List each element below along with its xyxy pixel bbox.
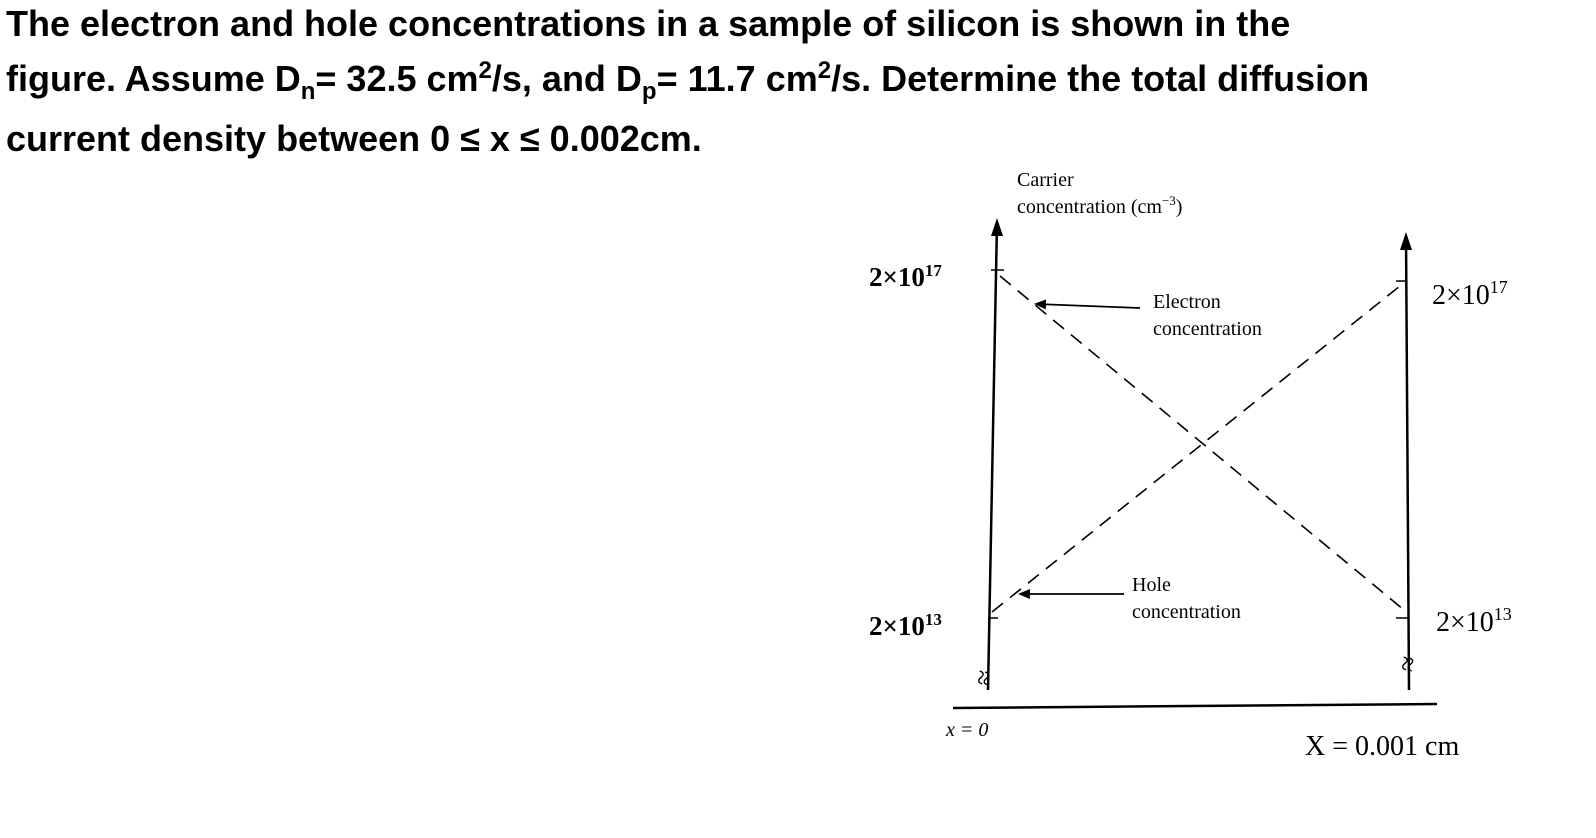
left-top-value: $2\times 10^{17}$ bbox=[869, 261, 942, 292]
subscript-p: p bbox=[641, 78, 657, 106]
electron-label-arrow bbox=[1036, 304, 1140, 308]
right-bottom-value: $2\times 10^{13}$ bbox=[1436, 604, 1512, 638]
hole-label-line2: concentration bbox=[1132, 601, 1241, 623]
axis-title-line1: Carrier bbox=[1017, 169, 1074, 191]
x-right-label: X = 0.001 cm bbox=[1305, 731, 1460, 762]
question-line-3: current density between 0 ≤ x ≤ 0.002cm. bbox=[6, 118, 702, 160]
right-axis-line bbox=[1406, 236, 1409, 690]
left-bottom-value: $2\times 10^{13}$ bbox=[869, 610, 942, 641]
left-axis-arrowhead bbox=[991, 218, 1003, 236]
right-axis-arrowhead bbox=[1400, 232, 1412, 250]
right-axis-break: ≈ bbox=[1391, 653, 1426, 675]
electron-label-line1: Electron bbox=[1153, 291, 1221, 313]
question-line-2: figure. Assume $D_n= 32.5$ $cm^2/s$, and $D_p= 11.7$ $cm^2/s$. Determine the total diffusion bbox=[6, 57, 1370, 106]
x-axis-baseline bbox=[953, 704, 1437, 708]
superscript-2a: 2 bbox=[478, 57, 492, 84]
hole-label-line1: Hole bbox=[1132, 574, 1171, 596]
right-top-value: $2\times 10^{17}$ bbox=[1432, 277, 1508, 311]
question-line-1: The electron and hole concentrations in a sample of silicon is shown in the bbox=[6, 3, 1291, 44]
left-axis-line bbox=[988, 222, 997, 690]
superscript-2b: 2 bbox=[817, 57, 832, 84]
axis-title-line2: concentration $(cm^{-3})$ bbox=[1017, 193, 1183, 218]
left-axis-break: ≈ bbox=[967, 667, 1002, 689]
electron-label-line2: concentration bbox=[1153, 318, 1262, 340]
subscript-n: n bbox=[300, 78, 316, 106]
x-left-label: x = 0 bbox=[946, 719, 989, 741]
